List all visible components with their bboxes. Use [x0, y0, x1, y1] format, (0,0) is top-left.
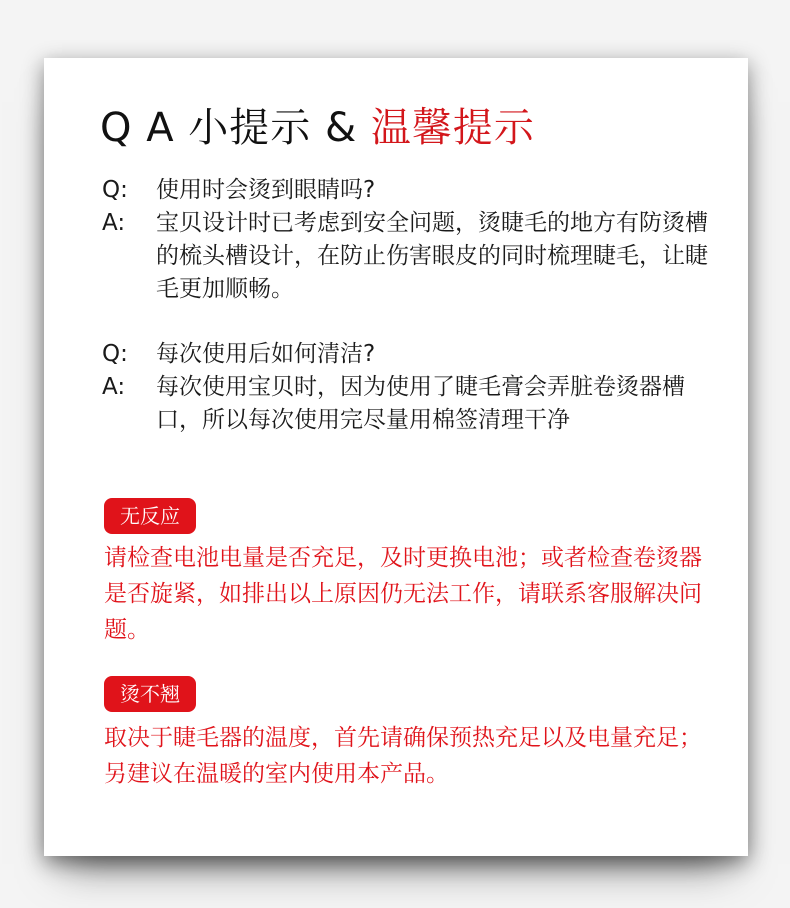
answer-text: 宝贝设计时已考虑到安全问题，烫睫毛的地方有防烫槽的梳头槽设计，在防止伤害眼皮的同时梳理睫毛，让睫毛更加顺畅。: [156, 210, 708, 302]
question-text: 每次使用后如何清洁?: [156, 341, 376, 367]
tip-tag-no-curl: 烫不翘: [104, 676, 196, 712]
tips-card: [44, 58, 748, 856]
answer-prefix: A:: [102, 210, 126, 236]
title-main: Q A 小提示 &: [100, 105, 371, 151]
answer-row: [102, 207, 722, 306]
question-row: [102, 338, 722, 371]
title-accent: 温馨提示: [370, 105, 535, 151]
qa-item-2: [102, 338, 722, 437]
tip-tag-no-response: 无反应: [104, 498, 196, 534]
page-title: [100, 100, 535, 156]
question-row: [102, 174, 722, 207]
question-prefix: Q:: [102, 177, 128, 203]
question-text: 使用时会烫到眼睛吗?: [156, 177, 376, 203]
answer-prefix: A:: [102, 374, 126, 400]
tip-text-no-response: 请检查电池电量是否充足，及时更换电池；或者检查卷烫器是否旋紧，如排出以上原因仍无法工作，请联系客服解决问题。: [104, 545, 702, 643]
answer-row: [102, 371, 722, 437]
tip-text-no-curl: 取决于睫毛器的温度，首先请确保预热充足以及电量充足；另建议在温暖的室内使用本产品。: [104, 725, 702, 787]
question-prefix: Q:: [102, 341, 128, 367]
answer-text: 每次使用宝贝时，因为使用了睫毛膏会弄脏卷烫器槽口，所以每次使用完尽量用棉签清理干净: [156, 374, 685, 433]
qa-item-1: [102, 174, 722, 306]
